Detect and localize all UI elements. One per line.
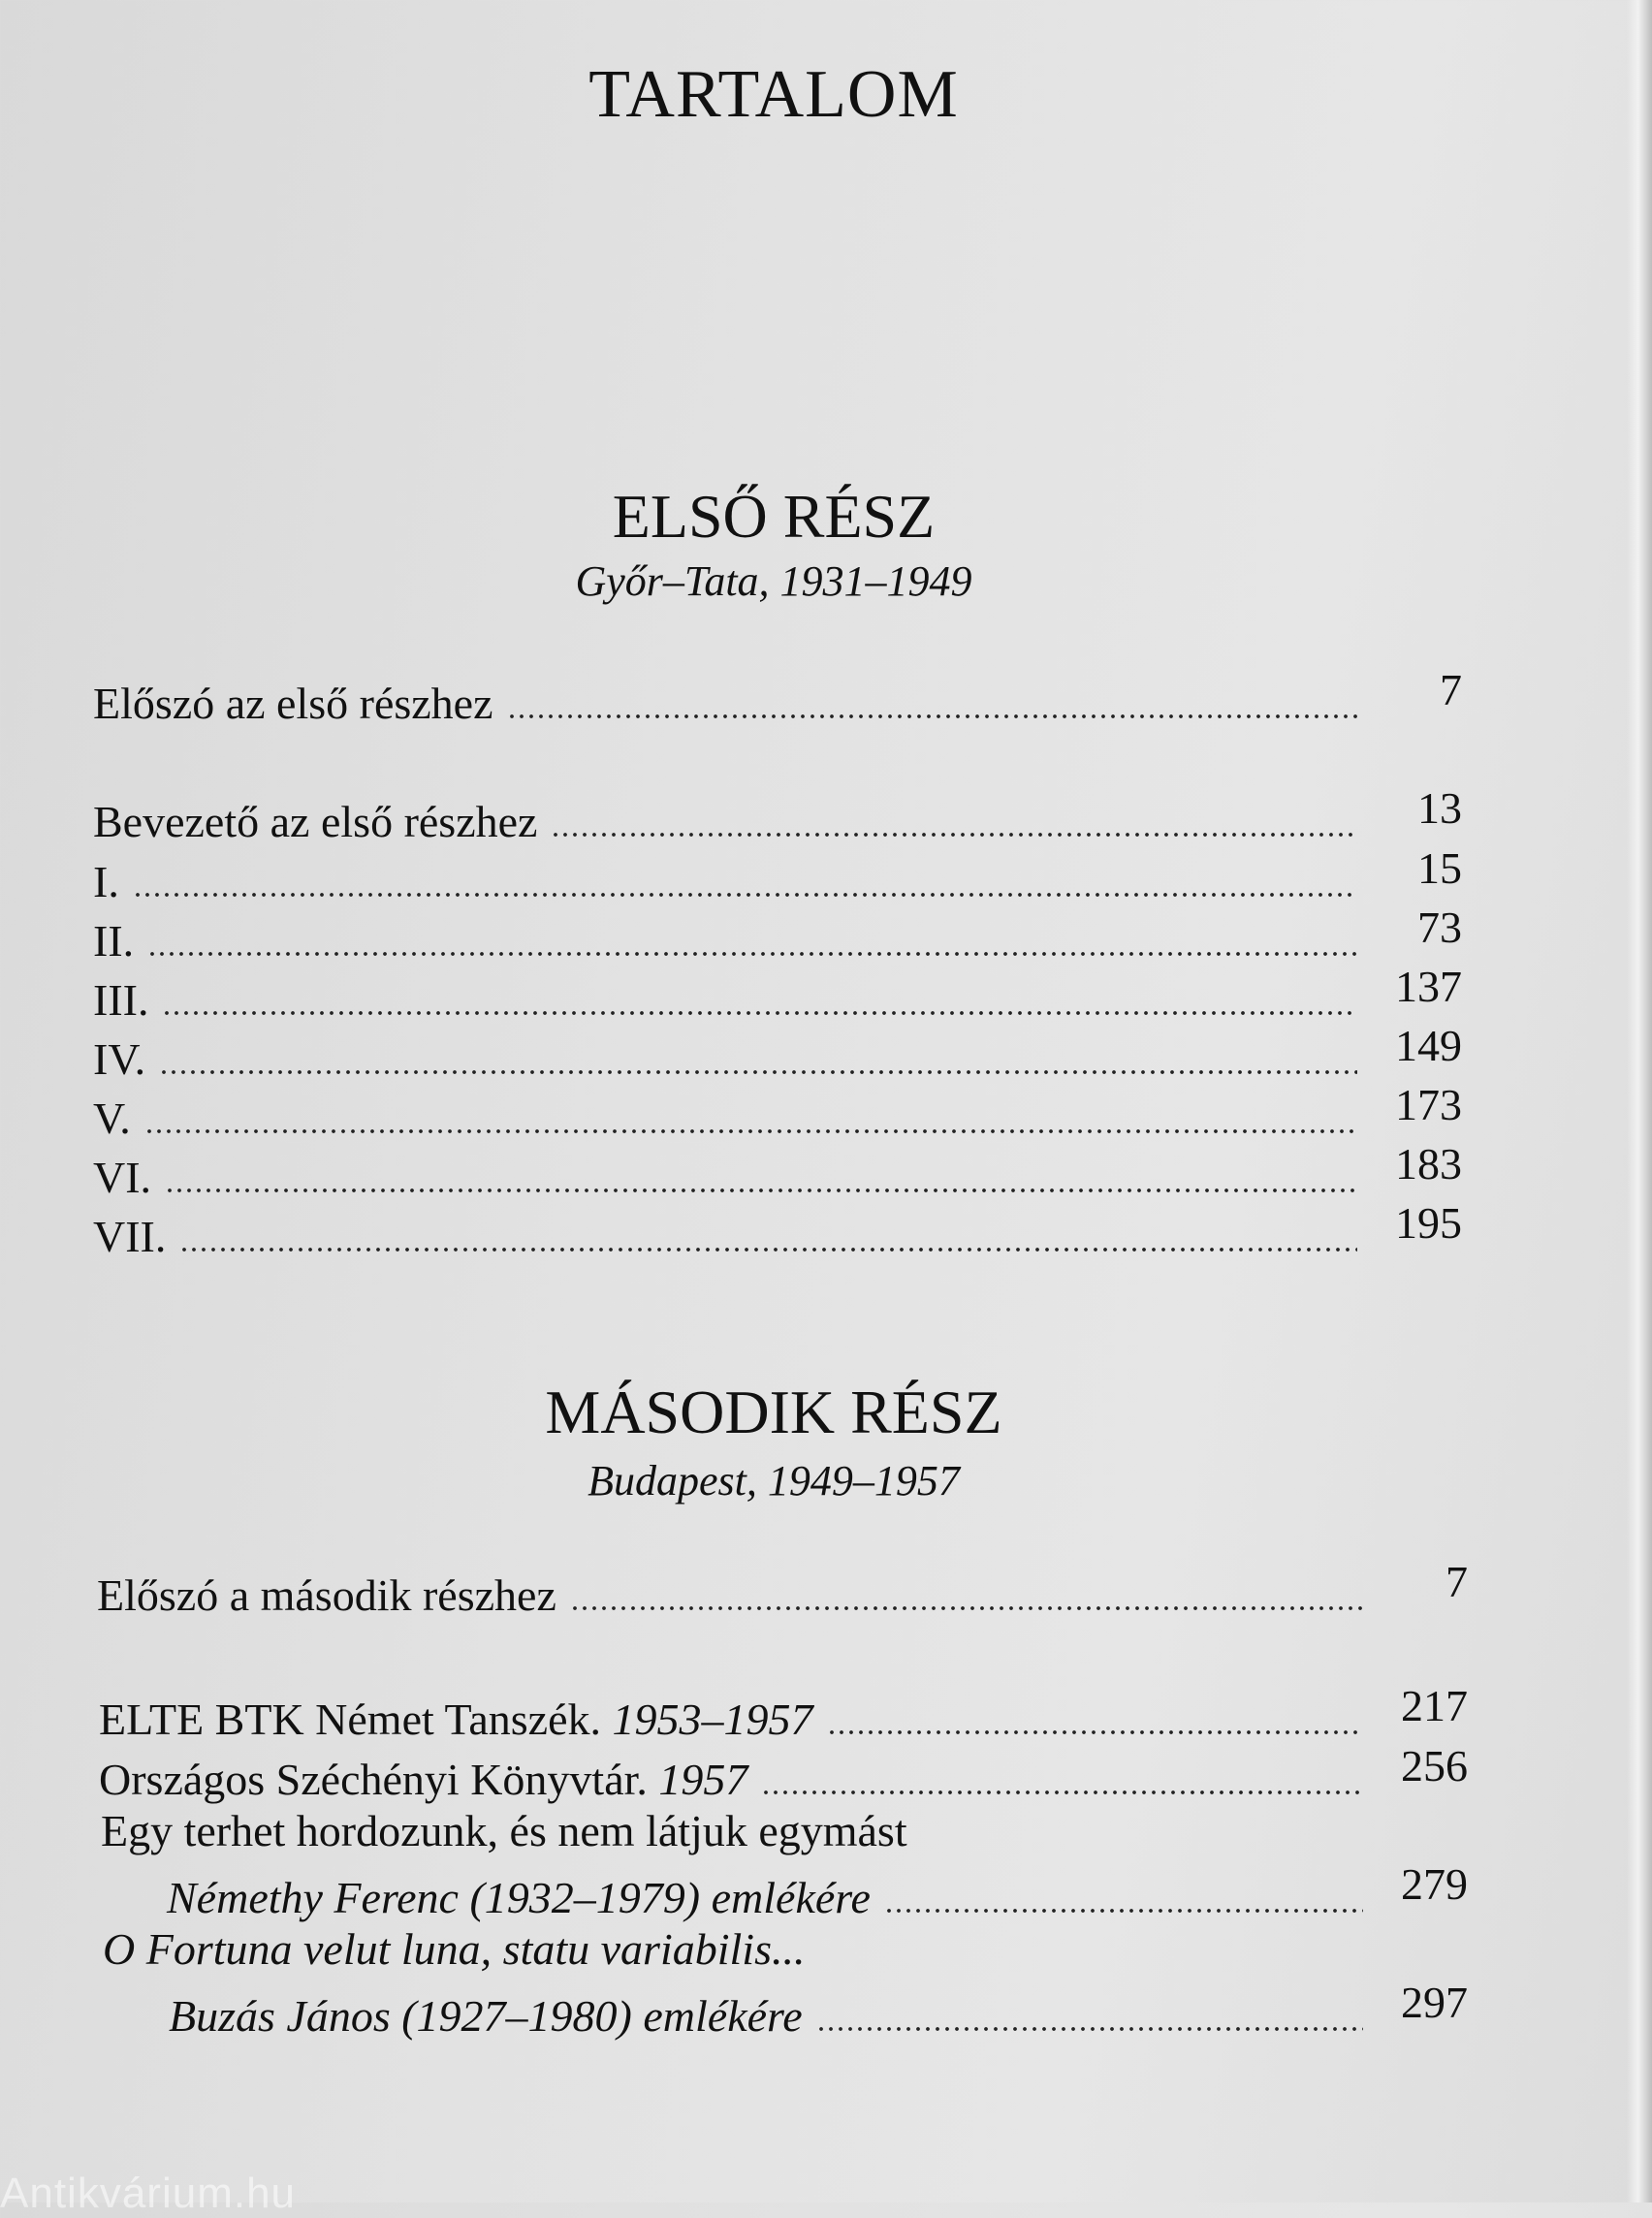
dot-leader	[761, 1790, 1363, 1795]
toc-entry-label: VI.	[93, 1153, 152, 1202]
toc-entry-intro-one	[93, 783, 1462, 847]
toc-entry-page: 256	[1401, 1741, 1468, 1790]
toc-entry-page: 73	[1417, 903, 1462, 952]
dot-leader	[827, 1729, 1364, 1735]
toc-entry-page: 15	[1417, 843, 1462, 893]
toc-entry-chapter-3	[93, 962, 1462, 1026]
toc-entry-nemethy-title: Egy terhet hordozunk, és nem látjuk egymást	[101, 1806, 907, 1855]
page-edge	[1627, 0, 1652, 2202]
toc-entry-chapter-5	[93, 1080, 1462, 1144]
dot-leader	[507, 713, 1357, 719]
toc-entry-label: Bevezető az első részhez	[93, 797, 538, 846]
toc-entry-chapter-4	[93, 1021, 1462, 1085]
toc-entry-label: VII.	[93, 1212, 167, 1261]
toc-entry-page: 7	[1440, 665, 1462, 714]
dot-leader	[162, 1010, 1357, 1016]
toc-entry-label: Előszó a második részhez	[97, 1570, 556, 1620]
toc-entry-label: Buzás János (1927–1980) emlékére	[169, 1991, 803, 2041]
dot-leader	[147, 951, 1357, 957]
toc-entry-page: 13	[1417, 783, 1462, 833]
toc-entry-oszk	[99, 1741, 1468, 1805]
toc-entry-label	[99, 1694, 813, 1745]
toc-entry-page: 149	[1395, 1021, 1462, 1070]
toc-entry-page: 183	[1395, 1139, 1462, 1188]
toc-entry-page: 195	[1395, 1198, 1462, 1248]
toc-entry-label	[99, 1754, 747, 1805]
part-two-subtitle: Budapest, 1949–1957	[588, 1457, 960, 1505]
part-one-subtitle: Győr–Tata, 1931–1949	[575, 557, 972, 605]
toc-entry-nemethy	[167, 1859, 1468, 1923]
toc-entry-label: III.	[93, 975, 149, 1025]
toc-entry-chapter-2	[93, 903, 1462, 966]
toc-entry-preface-one	[93, 665, 1462, 729]
part-two-heading: MÁSODIK RÉSZ	[545, 1378, 1002, 1446]
dot-leader	[884, 1908, 1363, 1914]
toc-entry-page: 137	[1395, 962, 1462, 1011]
toc-entry-chapter-6	[93, 1139, 1462, 1203]
dot-leader	[551, 832, 1357, 838]
toc-entry-label: II.	[93, 916, 135, 966]
dot-leader	[144, 1128, 1357, 1134]
toc-entry-page: 7	[1446, 1557, 1468, 1606]
dot-leader	[816, 2026, 1363, 2032]
dot-leader	[570, 1605, 1363, 1611]
toc-entry-buzas	[169, 1978, 1468, 2042]
elte-title: ELTE BTK Német Tanszék.	[99, 1695, 601, 1744]
oszk-title: Országos Széchényi Könyvtár.	[99, 1755, 648, 1804]
watermark: Antikvárium.hu	[0, 2170, 297, 2217]
toc-entry-buzas-title: O Fortuna velut luna, statu variabilis...	[103, 1924, 806, 1974]
dot-leader	[179, 1247, 1357, 1252]
oszk-year: 1957	[658, 1755, 748, 1804]
elte-years: 1953–1957	[612, 1695, 813, 1744]
page-title: TARTALOM	[588, 57, 959, 132]
dot-leader	[165, 1188, 1357, 1193]
toc-entry-label: I.	[93, 857, 119, 906]
toc-entry-page: 297	[1401, 1978, 1468, 2027]
part-one-heading: ELSŐ RÉSZ	[612, 482, 936, 551]
toc-entry-page: 279	[1401, 1859, 1468, 1909]
toc-entry-chapter-7	[93, 1198, 1462, 1262]
toc-entry-label: Előszó az első részhez	[93, 679, 493, 728]
toc-entry-label: Némethy Ferenc (1932–1979) emlékére	[167, 1873, 871, 1922]
toc-entry-label: IV.	[93, 1034, 146, 1084]
dot-leader	[133, 892, 1357, 898]
dot-leader	[159, 1069, 1357, 1075]
toc-entry-page: 217	[1401, 1681, 1468, 1730]
toc-entry-label: V.	[93, 1093, 131, 1143]
toc-entry-elte	[99, 1681, 1468, 1745]
toc-entry-preface-two	[97, 1557, 1468, 1621]
toc-entry-chapter-1	[93, 843, 1462, 907]
toc-entry-page: 173	[1395, 1080, 1462, 1129]
